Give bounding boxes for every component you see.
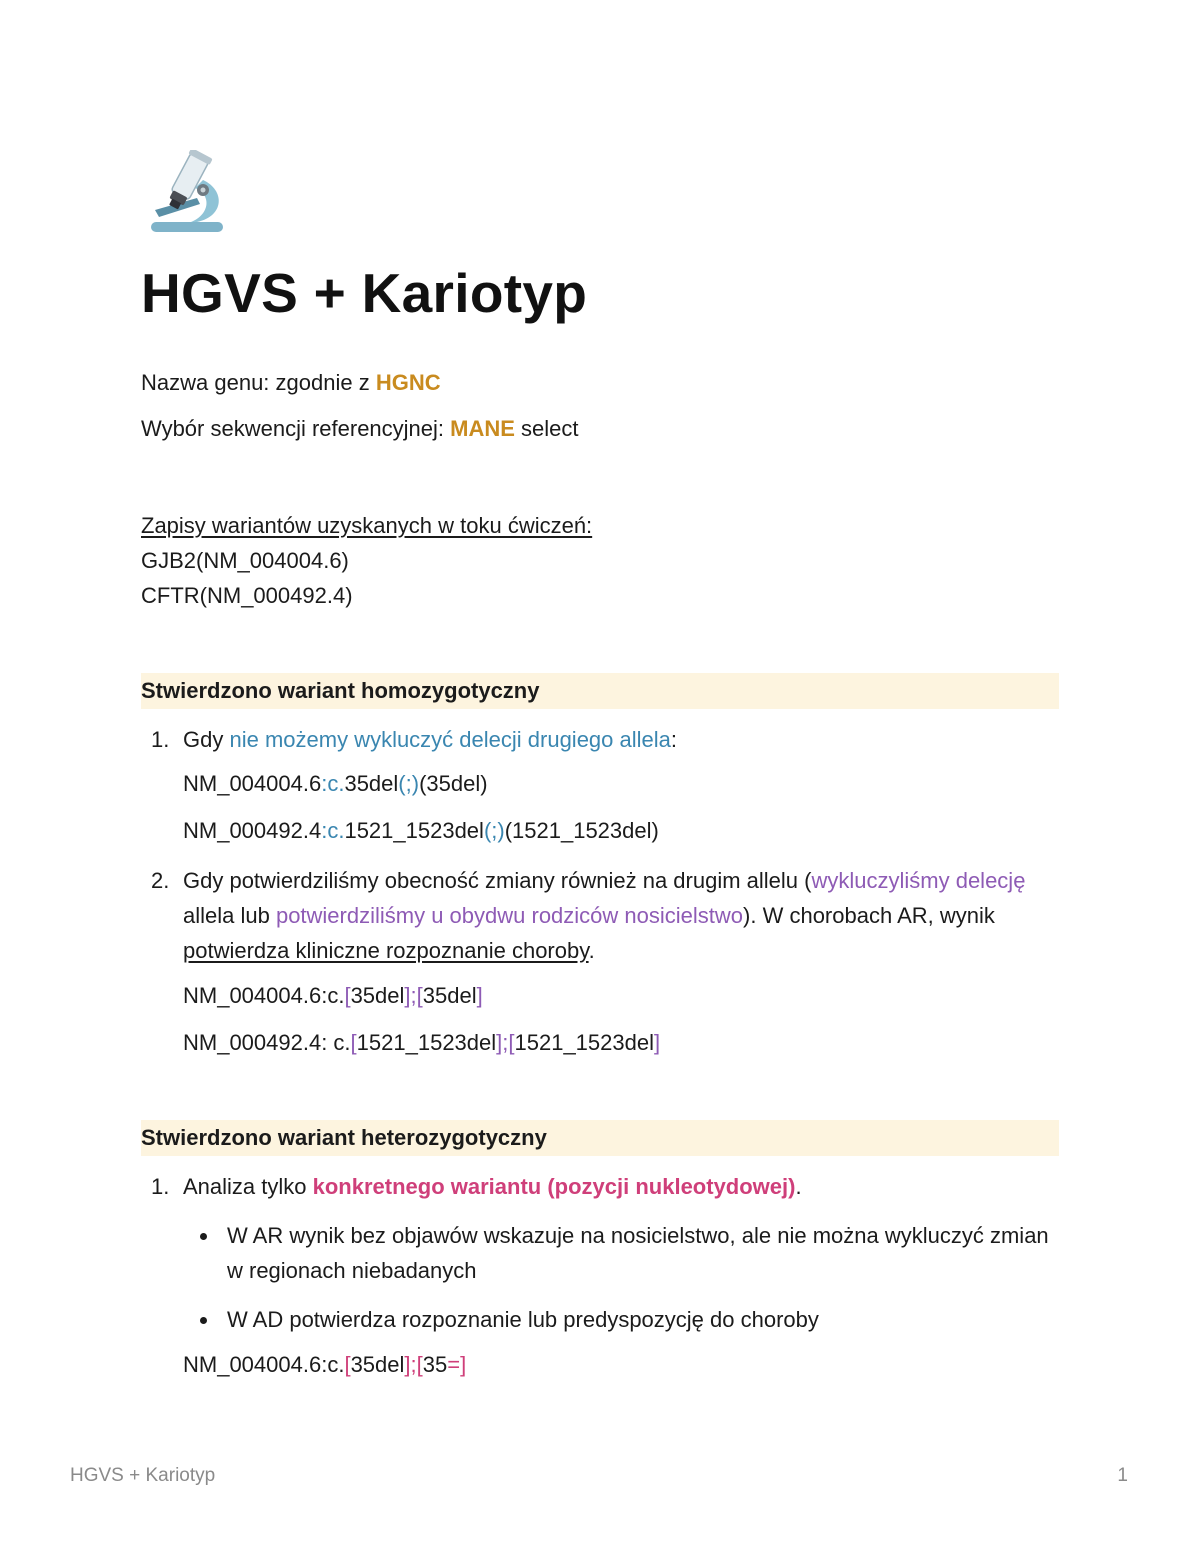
list-number: 1.: [151, 1174, 170, 1199]
page-number: 1: [1117, 1465, 1128, 1486]
code-part: 35: [422, 1352, 448, 1377]
code-part: 35del: [350, 1352, 405, 1377]
heterozygous-list: [141, 1169, 1059, 1380]
variants-section: [141, 508, 1059, 613]
code-part: ];[: [404, 1352, 423, 1377]
code-part: (;): [398, 771, 420, 796]
variants-heading: Zapisy wariantów uzyskanych w toku ćwiczeń:: [141, 513, 593, 538]
code-part: ];[: [404, 983, 423, 1008]
list-number: 2.: [151, 868, 170, 893]
code-part: 1521_1523del: [514, 1030, 654, 1055]
homozygous-list: [141, 722, 1059, 1058]
ref-label: Wybór sekwencji referencyjnej:: [141, 416, 451, 441]
bullet-icon: [200, 1233, 207, 1240]
code-part: ]: [476, 983, 483, 1008]
code-part: (1521_1523del): [504, 818, 659, 843]
microscope-icon: [145, 150, 229, 236]
bullet-icon: [200, 1317, 207, 1324]
code-part: [: [344, 983, 351, 1008]
code-part: :c.: [321, 771, 345, 796]
item-underlined: potwierdza kliniczne rozpoznanie choroby: [183, 938, 589, 963]
intro-section: [141, 368, 1059, 444]
hgvs-code: [141, 981, 1059, 1011]
reference-line: [141, 414, 1059, 444]
hgvs-code: [141, 769, 1059, 799]
footer-title: HGVS + Kariotyp: [70, 1465, 216, 1486]
gene-name-line: [141, 368, 1059, 398]
code-part: NM_004004.6:c.: [183, 983, 345, 1008]
item-text: :: [670, 727, 678, 752]
list-number: 1.: [151, 727, 170, 752]
code-part: NM_004004.6: [183, 771, 322, 796]
code-part: :c.: [321, 818, 345, 843]
heterozygous-heading: Stwierdzono wariant heterozygotyczny: [141, 1120, 1059, 1156]
bullet-text: W AD potwierdza rozpoznanie lub predyspozycję do choroby: [227, 1307, 819, 1332]
code-part: (35del): [419, 771, 488, 796]
code-part: NM_004004.6:c.: [183, 1352, 345, 1377]
item-text: ). W chorobach AR, wynik: [743, 903, 995, 928]
list-item: [141, 863, 1059, 968]
item-highlight: konkretnego wariantu (pozycji nukleotydowej): [312, 1174, 796, 1199]
hgvs-code: [141, 1350, 1059, 1380]
variant-item: CFTR(NM_000492.4): [141, 583, 353, 608]
hgvs-code: [141, 1028, 1059, 1058]
bullet-item: [141, 1302, 1059, 1337]
list-item: [141, 1169, 1059, 1204]
hgvs-code: [141, 816, 1059, 846]
code-part: 1521_1523del: [344, 818, 484, 843]
homozygous-heading: Stwierdzono wariant homozygotyczny: [141, 673, 1059, 709]
code-part: 35del: [350, 983, 405, 1008]
gene-label: Nazwa genu: zgodnie z: [141, 370, 376, 395]
code-part: (;): [483, 818, 505, 843]
code-part: ]: [653, 1030, 661, 1055]
code-part: [: [344, 1352, 351, 1377]
code-part: =]: [447, 1352, 467, 1377]
code-part: [: [350, 1030, 357, 1055]
code-part: 35del: [344, 771, 399, 796]
mane-link: MANE: [450, 416, 515, 441]
list-item: [141, 722, 1059, 757]
document-page: [141, 150, 1059, 1380]
page-title: HGVS + Kariotyp: [141, 262, 588, 324]
item-highlight: potwierdziliśmy u obydwu rodziców nosicielstwo: [275, 903, 744, 928]
code-part: 1521_1523del: [356, 1030, 497, 1055]
item-text: Gdy potwierdziliśmy obecność zmiany również na drugim allelu (: [183, 868, 812, 893]
item-highlight: nie możemy wykluczyć delecji drugiego allela: [229, 727, 671, 752]
bullet-text: W AR wynik bez objawów wskazuje na nosicielstwo, ale nie można wykluczyć zmian w regionach niebadanych: [227, 1223, 1049, 1283]
ref-suffix: select: [514, 416, 579, 441]
item-text: .: [588, 938, 595, 963]
code-part: NM_000492.4: c.: [183, 1030, 351, 1055]
item-text: allela lub: [183, 903, 276, 928]
code-part: NM_000492.4: [183, 818, 322, 843]
bullet-item: [141, 1218, 1059, 1288]
variant-item: GJB2(NM_004004.6): [141, 548, 349, 573]
item-text: .: [795, 1174, 802, 1199]
item-highlight: wykluczyliśmy delecję: [811, 868, 1026, 893]
code-part: 35del: [422, 983, 477, 1008]
hgnc-link: HGNC: [375, 370, 441, 395]
code-part: ];[: [496, 1030, 515, 1055]
item-text: Gdy: [183, 727, 230, 752]
item-text: Analiza tylko: [183, 1174, 313, 1199]
